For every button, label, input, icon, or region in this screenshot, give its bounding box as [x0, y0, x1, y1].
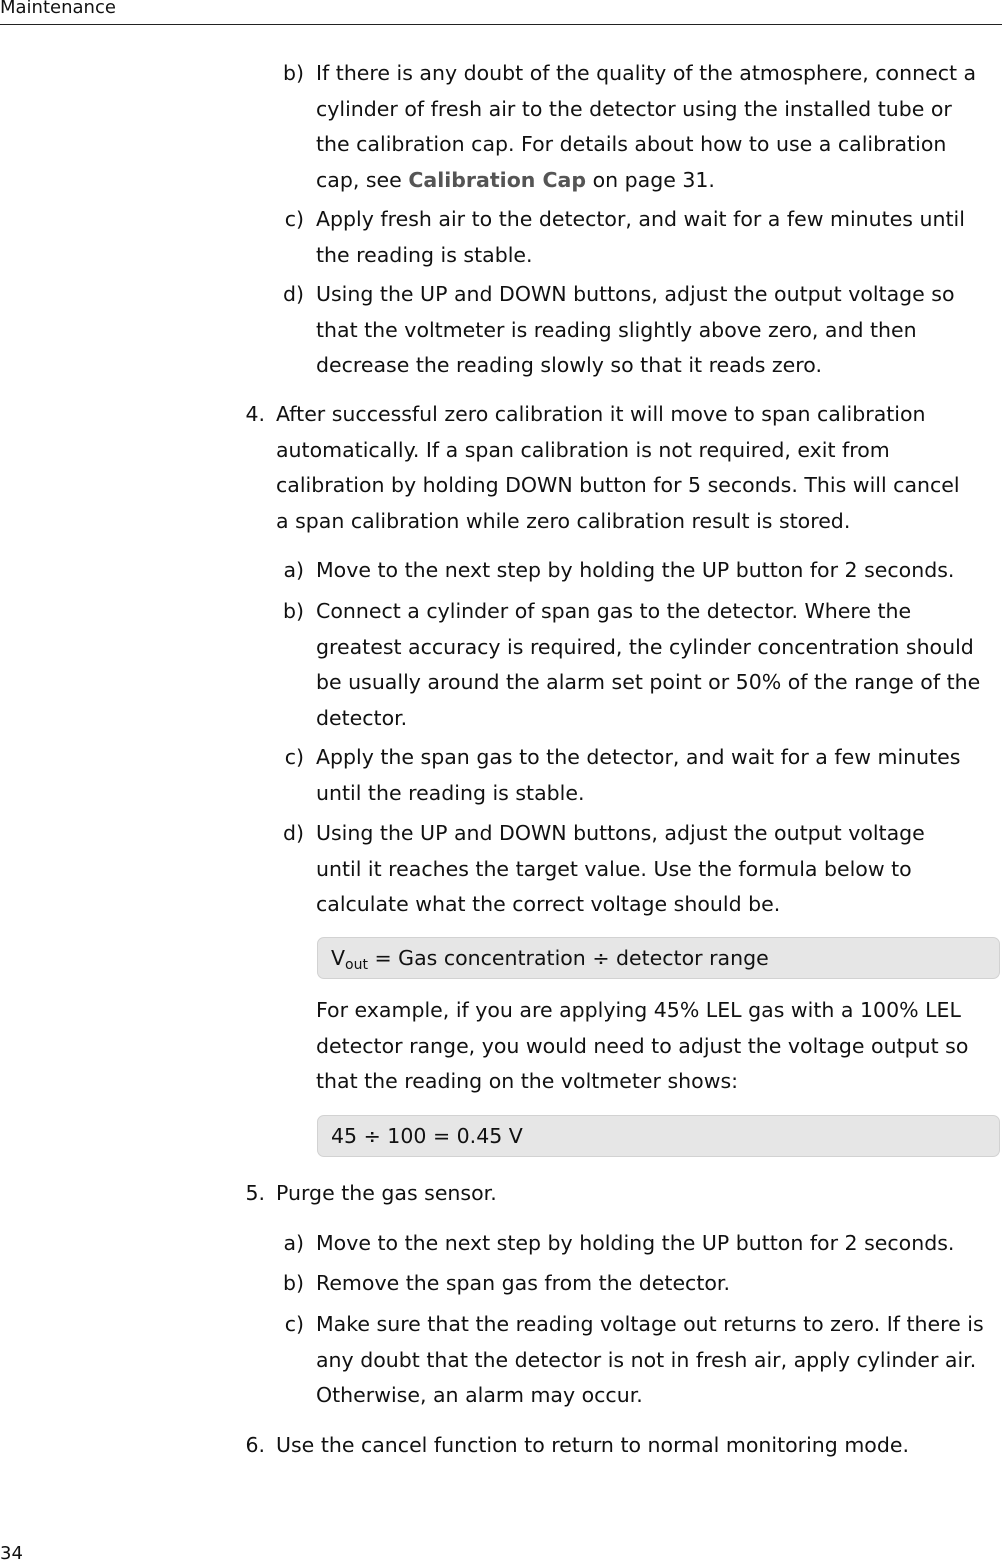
list-marker: b) — [282, 1271, 304, 1295]
text-line: Connect a cylinder of span gas to the detector. Where the — [316, 599, 912, 623]
list-marker: d) — [282, 821, 304, 845]
formula-text: 45 ÷ 100 = 0.45 V — [331, 1124, 523, 1148]
text-line: that the reading on the voltmeter shows: — [316, 1069, 739, 1093]
list-marker: d) — [282, 282, 304, 306]
list-marker: c) — [284, 1312, 304, 1336]
text-line: Apply the span gas to the detector, and wait for a few minutes — [316, 745, 961, 769]
formula-subscript: out — [345, 957, 368, 973]
list-marker: b) — [282, 61, 304, 85]
text-segment: cap, see — [316, 167, 409, 192]
text-line: cylinder of fresh air to the detector using the installed tube or — [316, 96, 952, 121]
list-marker: a) — [283, 1231, 304, 1255]
text-line: detector range, you would need to adjust the voltage output so — [316, 1033, 969, 1058]
page-number: 34 — [0, 1543, 23, 1564]
text-line: After successful zero calibration it will move to span calibration — [276, 402, 926, 426]
text-line: the reading is stable. — [316, 242, 533, 267]
list-marker: c) — [284, 745, 304, 769]
running-header — [0, 0, 1002, 25]
text-line: decrease the reading slowly so that it reads zero. — [316, 353, 822, 377]
text-line: detector. — [316, 705, 408, 730]
list-marker: 5. — [245, 1181, 265, 1205]
text-line: calibration by holding DOWN button for 5 seconds. This will cancel — [276, 473, 960, 497]
calibration-cap-link[interactable]: Calibration Cap — [408, 167, 587, 192]
list-marker: 4. — [245, 402, 265, 426]
text-line: Using the UP and DOWN buttons, adjust the output voltage — [316, 821, 925, 845]
formula-vout — [317, 937, 1000, 979]
text-line: until the reading is stable. — [316, 780, 585, 805]
formula-text: = Gas concentration ÷ detector range — [367, 946, 769, 970]
text-line: Apply fresh air to the detector, and wait for a few minutes until — [316, 207, 965, 231]
text-line: the calibration cap. For details about how to use a calibration — [316, 132, 947, 156]
text-line: automatically. If a span calibration is not required, exit from — [276, 437, 890, 462]
text-line: Move to the next step by holding the UP button for 2 seconds. — [316, 1231, 955, 1255]
text-line: any doubt that the detector is not in fresh air, apply cylinder air. — [316, 1347, 977, 1372]
text-line: be usually around the alarm set point or 50% of the range of the — [316, 670, 981, 694]
text-line: Remove the span gas from the detector. — [316, 1271, 730, 1295]
text-line: If there is any doubt of the quality of the atmosphere, connect a — [316, 61, 977, 85]
text-line: greatest accuracy is required, the cylinder concentration should — [316, 634, 974, 659]
text-line: Move to the next step by holding the UP button for 2 seconds. — [316, 558, 955, 582]
list-marker: a) — [283, 558, 304, 582]
text-line: until it reaches the target value. Use the formula below to — [316, 856, 912, 881]
text-line: a span calibration while zero calibration result is stored. — [276, 508, 851, 533]
formula-example — [317, 1115, 1000, 1157]
section-title: Maintenance — [0, 0, 116, 18]
text-line: For example, if you are applying 45% LEL gas with a 100% LEL — [316, 998, 961, 1022]
text-line: Using the UP and DOWN buttons, adjust the output voltage so — [316, 282, 955, 306]
text-segment: on page 31. — [586, 167, 715, 192]
list-marker: c) — [284, 207, 304, 231]
text-line: Purge the gas sensor. — [276, 1181, 497, 1205]
text-line: Otherwise, an alarm may occur. — [316, 1383, 643, 1407]
text-line: calculate what the correct voltage should be. — [316, 892, 781, 916]
list-marker: 6. — [245, 1433, 265, 1457]
text-line: that the voltmeter is reading slightly above zero, and then — [316, 317, 917, 342]
text-line: Use the cancel function to return to normal monitoring mode. — [276, 1433, 909, 1457]
text-line: Make sure that the reading voltage out returns to zero. If there is — [316, 1312, 984, 1336]
text-line — [316, 163, 715, 199]
list-marker: b) — [282, 599, 304, 623]
formula-symbol: V — [331, 946, 346, 970]
